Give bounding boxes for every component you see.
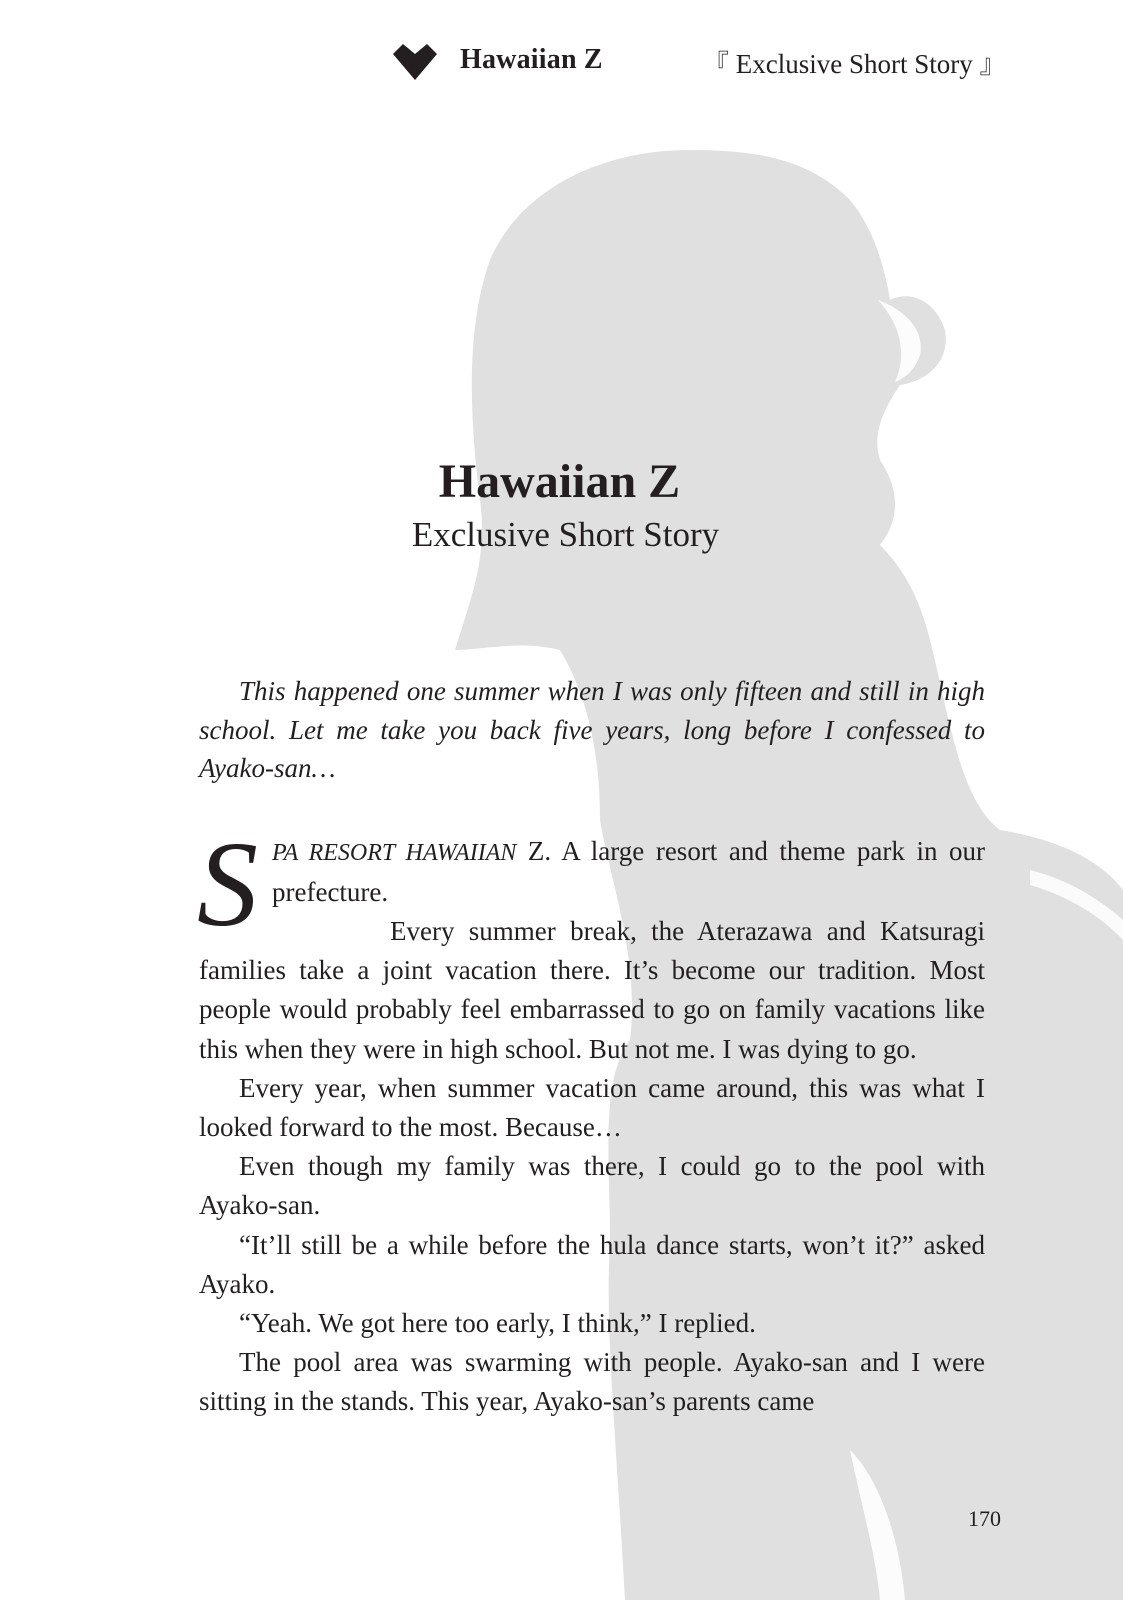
- lead-in: PA RESORT HAWAIIAN: [272, 839, 517, 866]
- open-bracket: 『: [703, 50, 730, 79]
- running-header: [0, 40, 1123, 84]
- story-body: [199, 672, 985, 1422]
- paragraph: “It’ll still be a while before the hula dance starts, won’t it?” asked Ayako.: [199, 1229, 985, 1299]
- heart-icon: [393, 44, 437, 80]
- paragraph: The pool area was swarming with people. Ayako-san and I were sitting in the stands. This year, Ayako-san’s parents came: [199, 1347, 985, 1417]
- running-header-section: [703, 44, 1006, 81]
- paragraph: Every summer break, the Aterazawa and Katsuragi families take a joint vacation there. It’s become our tradition. Most people would probably feel embarrassed to go on family vacations like this when they were in high school. But not me. I was dying to go.: [199, 915, 985, 1064]
- paragraph: Even though my family was there, I could go to the pool with Ayako-san.: [199, 1151, 985, 1221]
- chapter-title: Hawaiian Z: [438, 455, 681, 508]
- paragraph: “Yeah. We got here too early, I think,” I replied.: [239, 1307, 756, 1338]
- intro-text: This happened one summer when I was only fifteen and still in high school. Let me take you back five years, long before I confessed to Ayako-san…: [199, 676, 985, 783]
- section-label: Exclusive Short Story: [735, 49, 973, 79]
- drop-cap: S: [197, 816, 258, 952]
- chapter-subtitle: Exclusive Short Story: [411, 515, 720, 554]
- lead-rest: Z. A large resort and theme park in our prefecture.: [272, 835, 986, 907]
- paragraph: Every year, when summer vacation came around, this was what I looked forward to the most. Because…: [199, 1072, 985, 1142]
- page-number: 170: [968, 1506, 1001, 1531]
- opening-paragraph: [197, 816, 986, 952]
- chapter-heading: [0, 452, 1123, 558]
- intro-paragraph: [199, 672, 985, 788]
- close-bracket: 』: [979, 50, 1006, 79]
- running-header-title: Hawaiian Z: [460, 44, 603, 75]
